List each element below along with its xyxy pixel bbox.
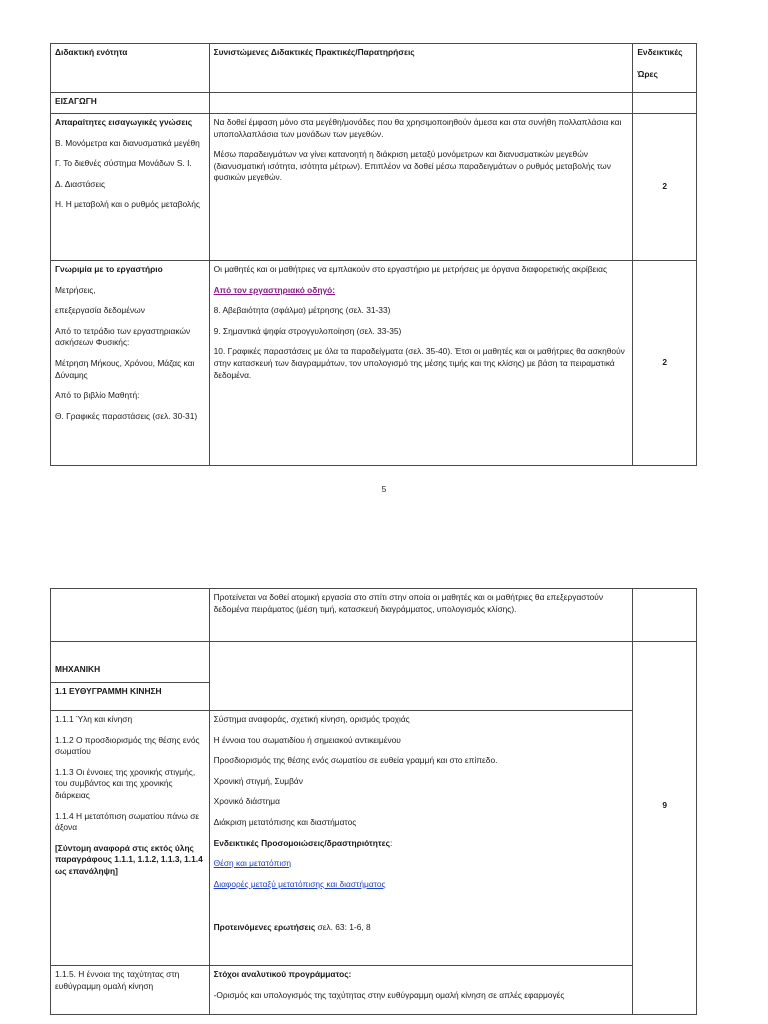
practices-cell bbox=[209, 114, 633, 261]
practice-text: 10. Γραφικές παραστάσεις με όλα τα παραδείγματα (σελ. 35-40). Έτσι οι μαθητές και οι μαθήτριες θα ασκηθούν στην κατασκευή των διαγραμμάτων, τον υπολογισμό της μέσης τιμής και της κλίσης) με βάση τα πειραματικά δεδομένα. bbox=[213, 346, 625, 380]
unit-cell bbox=[51, 711, 210, 966]
empty-hours-cell bbox=[633, 589, 697, 642]
unit-item: Δ. Διαστάσεις bbox=[55, 178, 106, 189]
hours-number: 9 bbox=[662, 800, 667, 811]
practice-text: 8. Αβεβαιότητα (σφάλμα) μέτρησης (σελ. 31-33) bbox=[213, 305, 391, 316]
unit-cell bbox=[51, 114, 210, 261]
intro-empty-hours bbox=[633, 93, 697, 114]
simulations-label: Ενδεικτικές Προσομοιώσεις/δραστηριότητες bbox=[213, 837, 390, 848]
practice-text: Σύστημα αναφοράς, σχετική κίνηση, ορισμός τροχιάς bbox=[213, 714, 410, 724]
unit-item: 1.1.5. Η έννοια της ταχύτητας στη ευθύγραμμη ομαλή κίνηση bbox=[51, 966, 210, 1015]
empty-unit-cell bbox=[51, 589, 210, 642]
position-displacement-link[interactable]: Θέση και μετατόπιση bbox=[213, 858, 292, 869]
practice-text: Χρονική στιγμή, Συμβάν bbox=[213, 775, 303, 786]
table-row bbox=[51, 711, 697, 966]
simulations-colon: : bbox=[389, 837, 393, 848]
mechanics-row bbox=[51, 642, 697, 711]
practices-cell bbox=[209, 966, 633, 1015]
unit-item: 1.1.3 Οι έννοιες της χρονικής στιγμής, του συμβάντος και της χρονικής διάρκειας bbox=[55, 766, 196, 800]
unit-title: Απαραίτητες εισαγωγικές γνώσεις bbox=[55, 117, 193, 127]
displacement-distance-link[interactable]: Διαφορές μεταξύ μετατόπισης και διαστήματος bbox=[213, 878, 386, 889]
practice-text: Προσδιορισμός της θέσης ενός σωματίου σε ευθεία γραμμή και στο επίπεδο. bbox=[213, 755, 498, 766]
practices-cell bbox=[209, 261, 633, 466]
lab-guide-paragraph bbox=[214, 285, 629, 297]
practice-text: Οι μαθητές και οι μαθήτριες να εμπλακούν στο εργαστήριο με μετρήσεις με όργανα διαφορετικής ακρίβειας bbox=[213, 264, 607, 274]
hours-value: 2 bbox=[633, 261, 697, 466]
questions-paragraph bbox=[214, 922, 629, 934]
practice-text: Μέσω παραδειγμάτων να γίνει κατανοητή η διάκριση μεταξύ μονόμετρων και διανυσματικών μεγεθών (διανυσματική ισότητα, ισότητα μέτρων). Επιπλέον να δοθεί μέσω παραδειγμάτων ο ρυθμός μεταβολής των φυσικών μεγεθών. bbox=[213, 149, 611, 183]
header-hours-line2: Ώρες bbox=[637, 68, 658, 79]
curriculum-table-top bbox=[50, 43, 697, 466]
questions-pages: σελ. 63: 1-6, 8 bbox=[315, 922, 371, 933]
unit-item: 1.1.1 Ύλη και κίνηση bbox=[55, 714, 133, 724]
unit-item: 1.1.2 Ο προσδιορισμός της θέσης ενός σωματίου bbox=[55, 734, 200, 757]
intro-empty-cell bbox=[209, 93, 633, 114]
intro-row bbox=[51, 93, 697, 114]
header-hours bbox=[633, 44, 697, 93]
simulations-heading bbox=[214, 838, 629, 850]
table-row bbox=[51, 966, 697, 1015]
unit-item: Μετρήσεις, bbox=[55, 284, 96, 295]
link-paragraph bbox=[214, 858, 629, 870]
section-label: 1.1 ΕΥΘΥΓΡΑΜΜΗ ΚΙΝΗΣΗ bbox=[55, 685, 162, 696]
header-teaching-unit: Διδακτική ενότητα bbox=[51, 44, 210, 93]
header-hours-line1: Ενδεικτικές bbox=[637, 47, 683, 57]
goals-title: Στόχοι αναλυτικού προγράμματος: bbox=[213, 969, 352, 979]
questions-label: Προτεινόμενες ερωτήσεις bbox=[213, 922, 316, 933]
table-row bbox=[51, 261, 697, 466]
unit-title: Γνωριμία με το εργαστήριο bbox=[55, 264, 163, 274]
hours-value bbox=[633, 642, 697, 1015]
empty-practices-cell bbox=[209, 642, 633, 711]
curriculum-table-bottom bbox=[50, 588, 697, 1015]
table-row bbox=[51, 114, 697, 261]
link-paragraph bbox=[214, 879, 629, 891]
practice-text: Χρονικό διάστημα bbox=[213, 796, 280, 807]
unit-item: Η. Η μεταβολή και ο ρυθμός μεταβολής bbox=[55, 199, 200, 210]
unit-item: 1.1.4 Η μετατόπιση σωματίου πάνω σε άξονα bbox=[55, 810, 200, 833]
unit-cell bbox=[51, 261, 210, 466]
unit-item: Από το τετράδιο των εργαστηριακών ασκήσεων Φυσικής: bbox=[55, 325, 191, 348]
unit-item: Γ. Το διεθνές σύστημα Μονάδων S. I. bbox=[55, 158, 192, 169]
unit-item: Από το βιβλίο Μαθητή: bbox=[55, 390, 140, 401]
practice-text: Να δοθεί έμφαση μόνο στα μεγέθη/μονάδες που θα χρησιμοποιηθούν άμεσα και στα συνήθη πολλαπλάσια και υποπολλαπλάσια των μονάδων των μεγεθών. bbox=[213, 117, 622, 139]
unit-note: [Σύντομη αναφορά στις εκτός ύλης παραγράφους 1.1.1, 1.1.2, 1.1.3, 1.1.4 ως επανάληψη] bbox=[55, 842, 203, 876]
hours-value: 2 bbox=[633, 114, 697, 261]
practice-text: Προτείνεται να δοθεί ατομική εργασία στο σπίτι στην οποία οι μαθητές και οι μαθήτριες θα επεξεργαστούν δεδομένα πειράματος (μέση τιμή, κατασκευή διαγράμματος, υπολογισμός κλίσης). bbox=[209, 589, 633, 642]
unit-item: Β. Μονόμετρα και διανυσματικά μεγέθη bbox=[55, 137, 200, 148]
practice-text: Διάκριση μετατόπισης και διαστήματος bbox=[213, 816, 357, 827]
mechanics-label: ΜΗΧΑΝΙΚΗ bbox=[51, 642, 209, 683]
unit-item: Μέτρηση Μήκους, Χρόνου, Μάζας και Δύναμης bbox=[55, 357, 195, 380]
table-header-row bbox=[51, 44, 697, 93]
goals-text: -Ορισμός και υπολογισμός της ταχύτητας στην ευθύγραμμη ομαλή κίνηση σε απλές εφαρμογές bbox=[213, 989, 565, 1000]
lab-guide-link[interactable]: Από τον εργαστηριακό οδηγό: bbox=[213, 284, 336, 295]
practice-text: 9. Σημαντικά ψηφία στρογγυλοποίηση (σελ. 33-35) bbox=[213, 325, 402, 336]
page-number: 5 bbox=[381, 484, 387, 494]
practice-text: Η έννοια του σωματιδίου ή σημειακού αντικειμένου bbox=[213, 734, 401, 745]
header-practices: Συνιστώμενες Διδακτικές Πρακτικές/Παρατηρήσεις bbox=[209, 44, 633, 93]
intro-label: ΕΙΣΑΓΩΓΗ bbox=[51, 93, 210, 114]
unit-item: επεξεργασία δεδομένων bbox=[55, 305, 145, 316]
practices-cell bbox=[209, 711, 633, 966]
table-row bbox=[51, 589, 697, 642]
unit-item: Θ. Γραφικές παραστάσεις (σελ. 30-31) bbox=[55, 410, 198, 421]
mechanics-cell bbox=[51, 642, 210, 711]
